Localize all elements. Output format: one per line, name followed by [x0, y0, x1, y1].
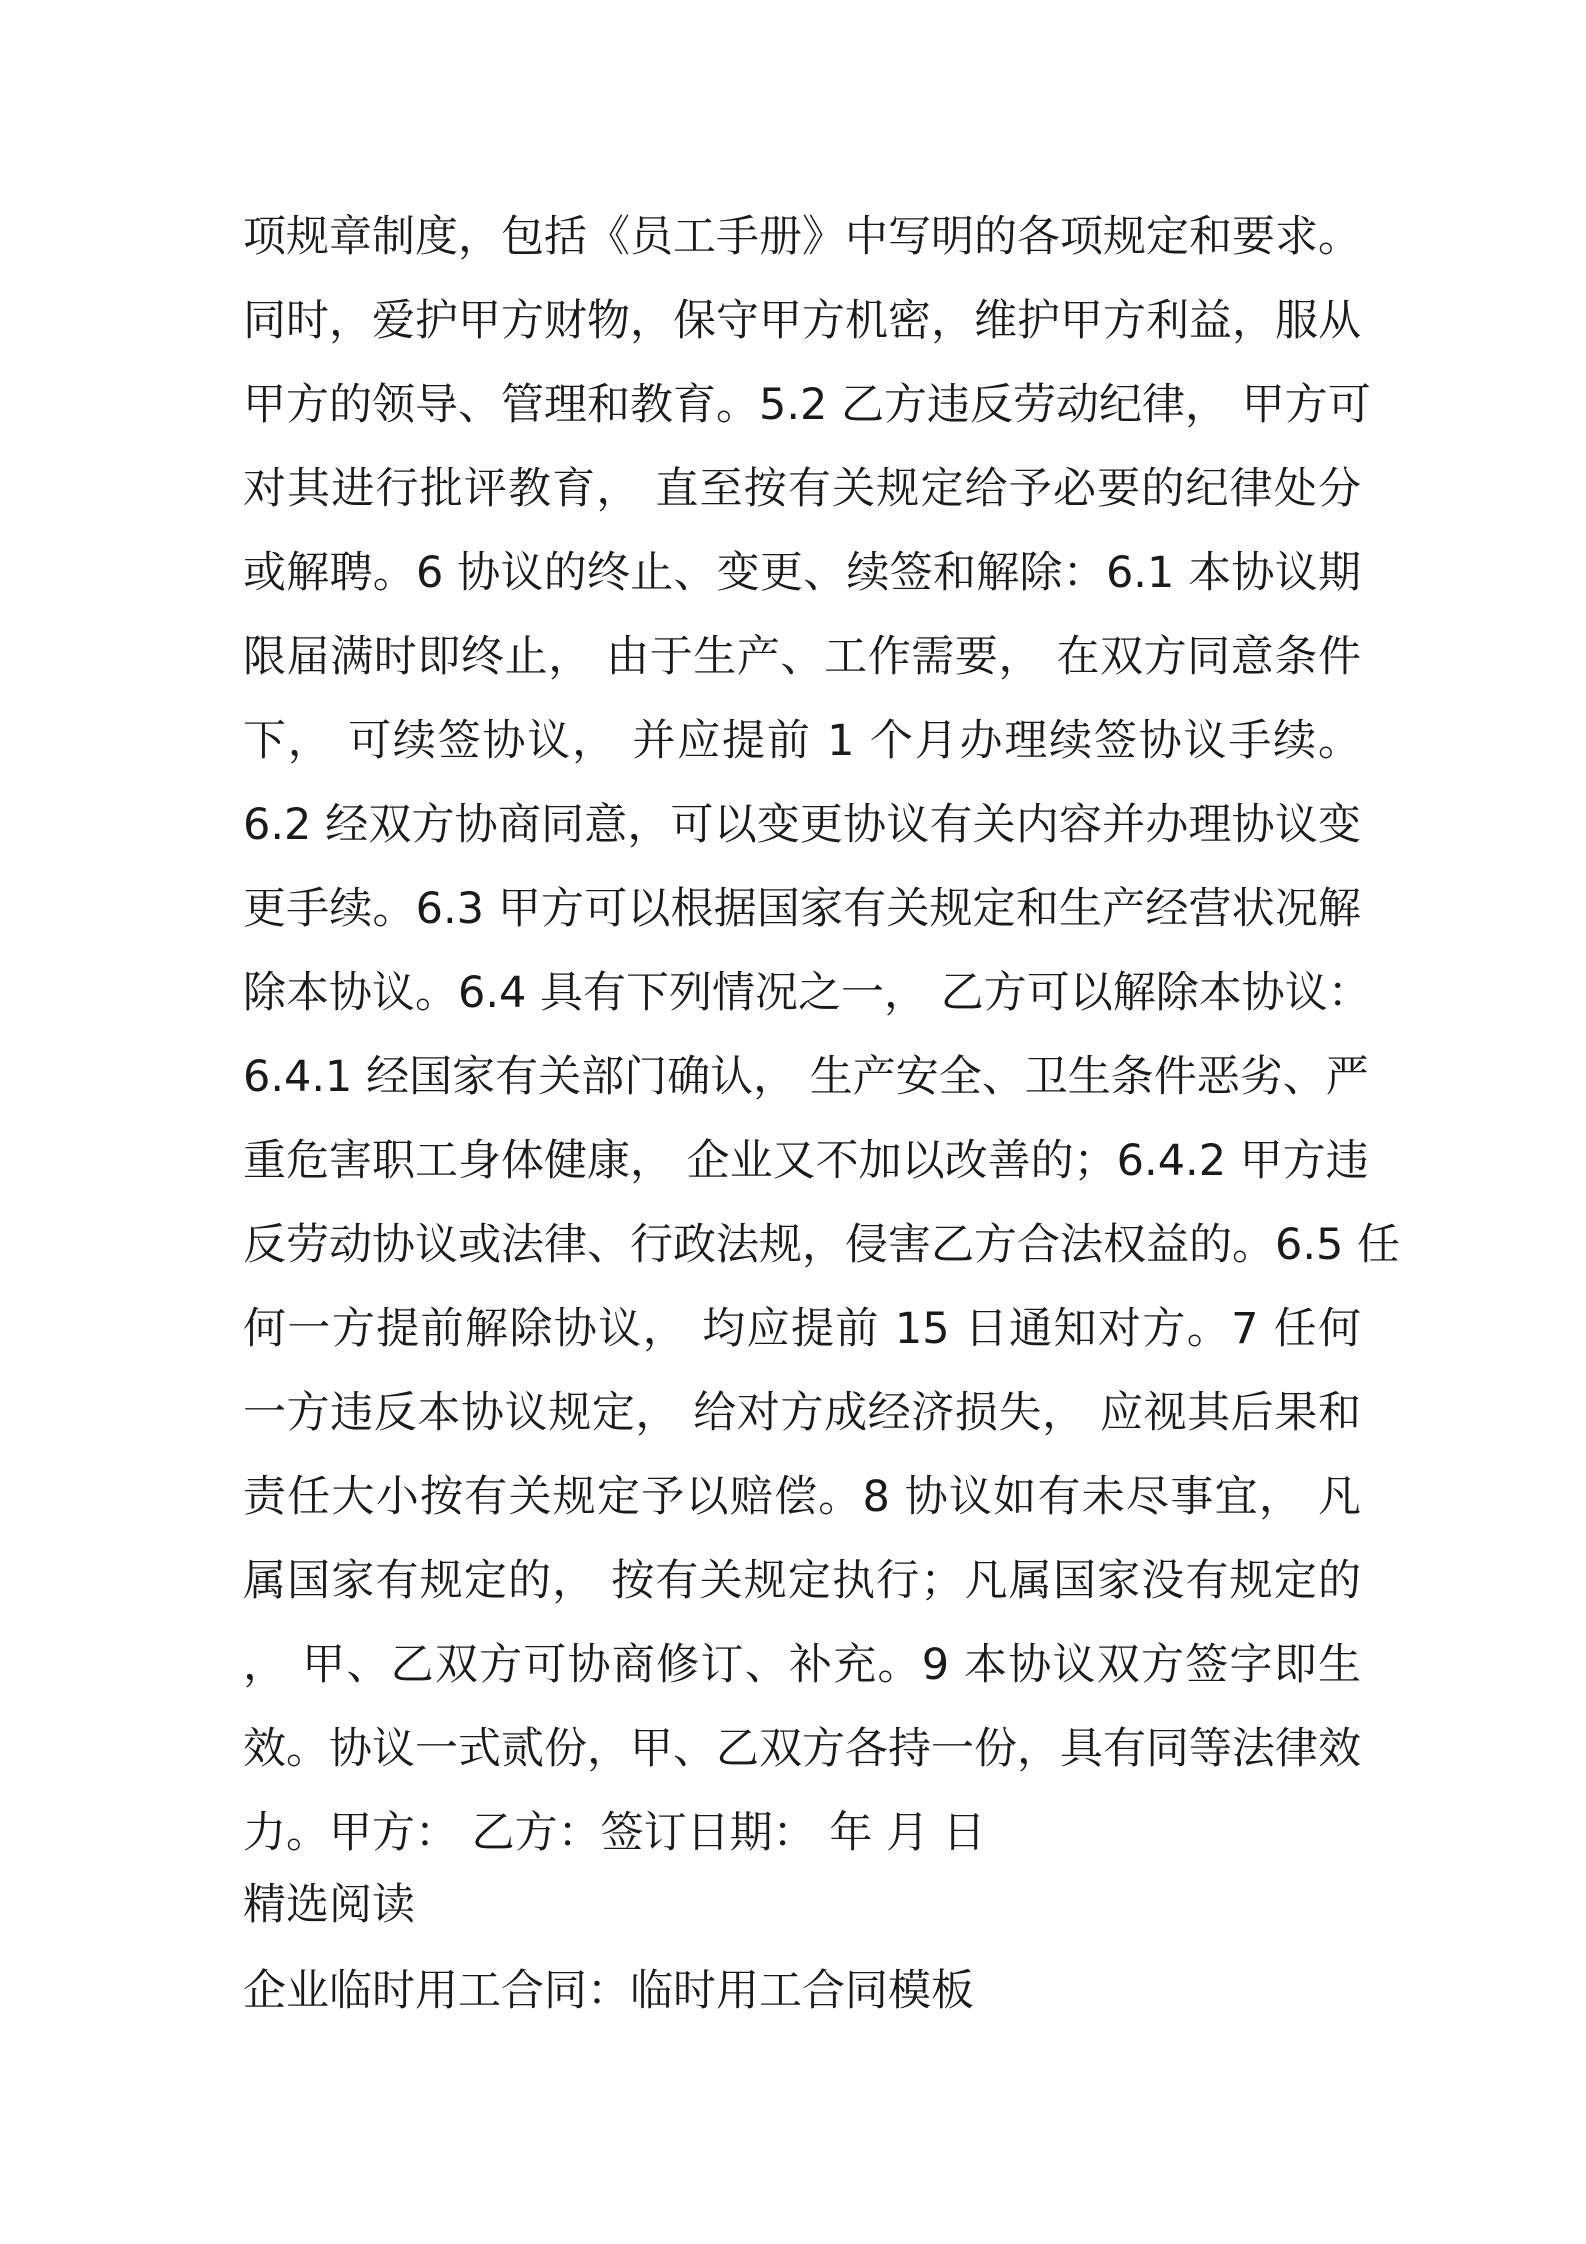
text-line-20-signature: 力。甲方： 乙方：签订日期： 年 月 日 [243, 1808, 986, 1858]
text-line-8: 6.2 经双方协商同意，可以变更协议有关内容并办理协议变 [243, 800, 1361, 850]
text-line-6: 限届满时即终止， 由于生产、工作需要， 在双方同意条件 [243, 632, 1361, 682]
related-reading-section [243, 1862, 1361, 2034]
text-line-5: 或解聘。6 协议的终止、变更、续签和解除：6.1 本协议期 [243, 548, 1361, 598]
text-line-11: 6.4.1 经国家有关部门确认， 生产安全、卫生条件恶劣、严 [243, 1052, 1369, 1102]
text-line-9: 更手续。6.3 甲方可以根据国家有关规定和生产经营状况解 [243, 884, 1361, 934]
text-line-13: 反劳动协议或法律、行政法规，侵害乙方合法权益的。6.5 任 [243, 1220, 1401, 1270]
text-line-17: 属国家有规定的， 按有关规定执行；凡属国家没有规定的 [243, 1556, 1361, 1606]
text-line-16: 责任大小按有关规定予以赔偿。8 协议如有未尽事宜， 凡 [243, 1472, 1361, 1522]
text-line-10: 除本协议。6.4 具有下列情况之一， 乙方可以解除本协议： [243, 968, 1371, 1018]
text-line-12: 重危害职工身体健康， 企业又不加以改善的；6.4.2 甲方违 [243, 1136, 1369, 1186]
text-line-2: 同时，爱护甲方财物，保守甲方机密，维护甲方利益，服从 [243, 296, 1361, 346]
text-line-1: 项规章制度，包括《员工手册》中写明的各项规定和要求。 [243, 212, 1361, 262]
text-line-15: 一方违反本协议规定， 给对方成经济损失， 应视其后果和 [243, 1388, 1361, 1438]
related-article-link[interactable]: 企业临时用工合同：临时用工合同模板 [243, 1966, 974, 2016]
contract-body-text [243, 195, 1401, 1875]
related-reading-heading: 精选阅读 [243, 1880, 415, 1930]
text-line-14: 何一方提前解除协议， 均应提前 15 日通知对方。7 任何 [243, 1304, 1361, 1354]
text-line-7: 下， 可续签协议， 并应提前 1 个月办理续签协议手续。 [243, 716, 1361, 766]
text-line-18: ， 甲、乙双方可协商修订、补充。9 本协议双方签字即生 [243, 1640, 1361, 1690]
text-line-3: 甲方的领导、管理和教育。5.2 乙方违反劳动纪律， 甲方可 [243, 380, 1371, 430]
text-line-19: 效。协议一式贰份，甲、乙双方各持一份，具有同等法律效 [243, 1724, 1361, 1774]
text-line-4: 对其进行批评教育， 直至按有关规定给予必要的纪律处分 [243, 464, 1361, 514]
